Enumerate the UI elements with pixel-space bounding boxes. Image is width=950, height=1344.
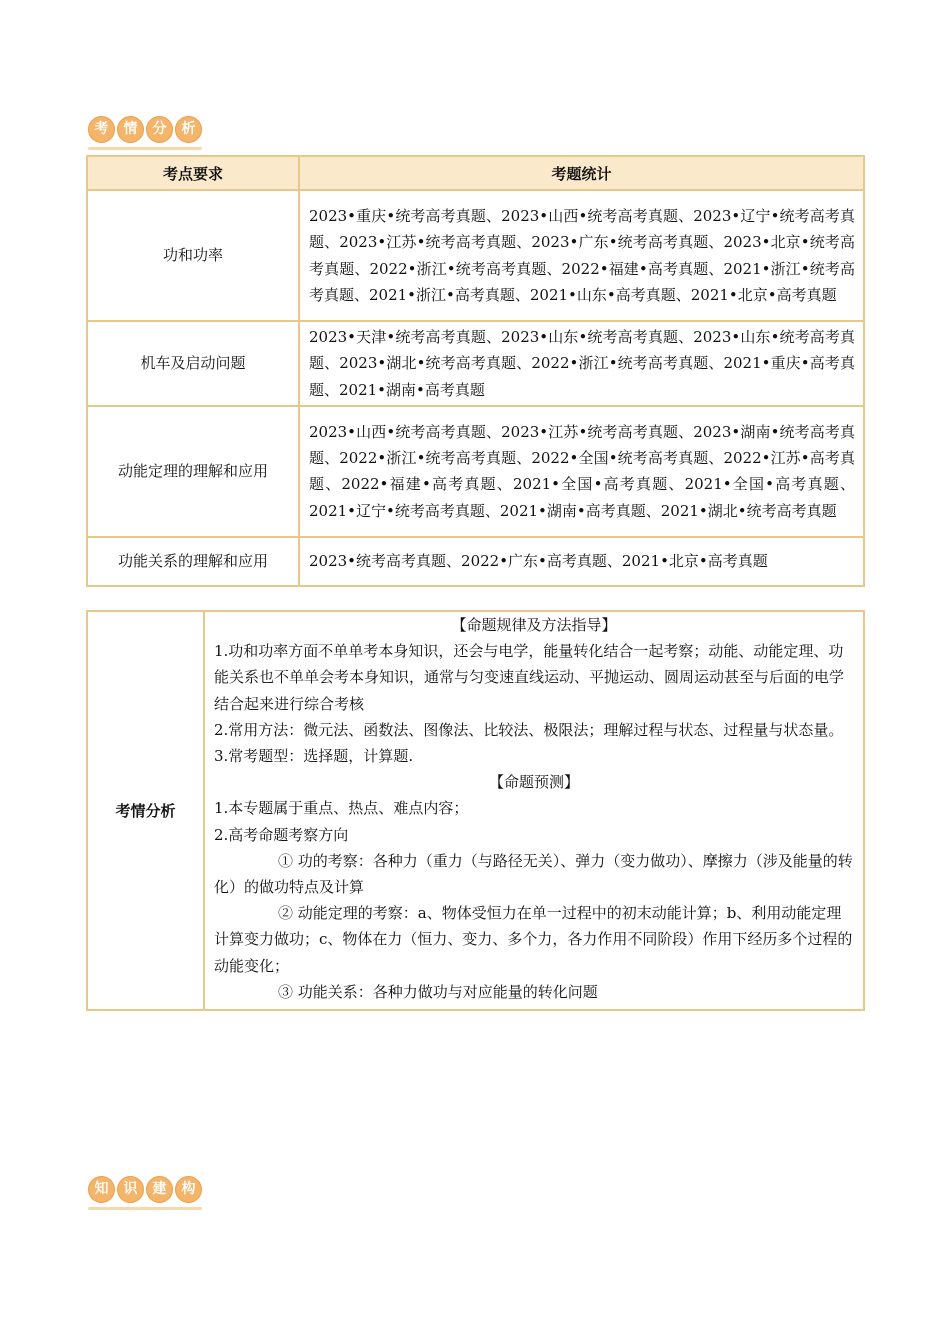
questions-cell: 2023•重庆•统考高考真题、2023•山西•统考高考真题、2023•辽宁•统考高考真题、2023•江苏•统考高考真题、2023•广东•统考高考真题、2023•北京•统考高考真题、2022•浙江•统考高考真题、2022•福建•高考真题、2021•浙江•统考高考真题、2021•浙江•高考真题、2021•山东•高考真题、2021•北京•高考真题	[299, 190, 864, 321]
questions-cell: 2023•统考高考真题、2022•广东•高考真题、2021•北京•高考真题	[299, 537, 864, 586]
badge-char: 析	[175, 116, 202, 143]
paragraph: 2.常用方法：微元法、函数法、图像法、比较法、极限法；理解过程与状态、过程量与状态量。	[214, 720, 844, 739]
badge-underline	[88, 1207, 202, 1210]
section-badge-exam-analysis	[88, 116, 202, 143]
badge-char: 知	[88, 1176, 115, 1203]
topic-cell: 功能关系的理解和应用	[87, 537, 299, 586]
paragraph: 2.高考命题考察方向	[214, 825, 349, 844]
questions-cell: 2023•天津•统考高考真题、2023•山东•统考高考真题、2023•山东•统考高考真题、2023•湖北•统考高考真题、2022•浙江•统考高考真题、2021•重庆•高考真题、2021•湖南•高考真题	[299, 321, 864, 406]
exam-statistics-table	[86, 155, 865, 587]
table-row	[87, 190, 864, 321]
topic-cell: 功和功率	[87, 190, 299, 321]
badge-char: 构	[175, 1176, 202, 1203]
exam-analysis-table	[86, 610, 865, 1011]
questions-cell: 2023•山西•统考高考真题、2023•江苏•统考高考真题、2023•湖南•统考高考真题、2022•浙江•统考高考真题、2022•全国•统考高考真题、2022•江苏•高考真题、2022•福建•高考真题、2021•全国•高考真题、2021•全国•高考真题、2021•辽宁•统考高考真题、2021•湖南•高考真题、2021•湖北•统考高考真题	[299, 406, 864, 537]
paragraph: ③ 功能关系：各种力做功与对应能量的转化问题	[278, 982, 598, 1001]
table-row	[87, 611, 864, 1010]
table-row	[87, 321, 864, 406]
badge-char: 考	[88, 116, 115, 143]
topic-cell: 动能定理的理解和应用	[87, 406, 299, 537]
column-header: 考点要求	[87, 156, 299, 190]
analysis-body	[204, 611, 864, 1010]
paragraph: 3.常考题型：选择题，计算题.	[214, 747, 414, 766]
column-header: 考题统计	[299, 156, 864, 190]
table-row	[87, 406, 864, 537]
analysis-label: 考情分析	[87, 611, 204, 1010]
paragraph: ① 功的考察：各种力（重力（与路径无关）、弹力（变力做功）、摩擦力（涉及能量的转化）的做功特点及计算	[214, 851, 853, 897]
section-badge-knowledge-structure	[88, 1176, 202, 1203]
badge-char: 分	[146, 116, 173, 143]
paragraph: 1.功和功率方面不单单考本身知识，还会与电学，能量转化结合一起考察；动能、动能定理、功能关系也不单单会考本身知识，通常与匀变速直线运动、平抛运动、圆周运动甚至与后面的电学结合起来进行综合考核	[214, 642, 845, 713]
badge-char: 识	[117, 1176, 144, 1203]
paragraph: ② 动能定理的考察：a、物体受恒力在单一过程中的初末动能计算；b、利用动能定理计算变力做功；c、物体在力（恒力、变力、多个力，各力作用不同阶段）作用下经历多个过程的动能变化；	[214, 904, 853, 975]
table-header-row	[87, 156, 864, 190]
paragraph: 1.本专题属于重点、热点、难点内容；	[214, 799, 469, 818]
section-title: 【命题规律及方法指导】	[451, 616, 617, 634]
badge-underline	[88, 147, 202, 150]
badge-char: 情	[117, 116, 144, 143]
badge-char: 建	[146, 1176, 173, 1203]
topic-cell: 机车及启动问题	[87, 321, 299, 406]
table-row	[87, 537, 864, 586]
section-title: 【命题预测】	[488, 773, 579, 792]
